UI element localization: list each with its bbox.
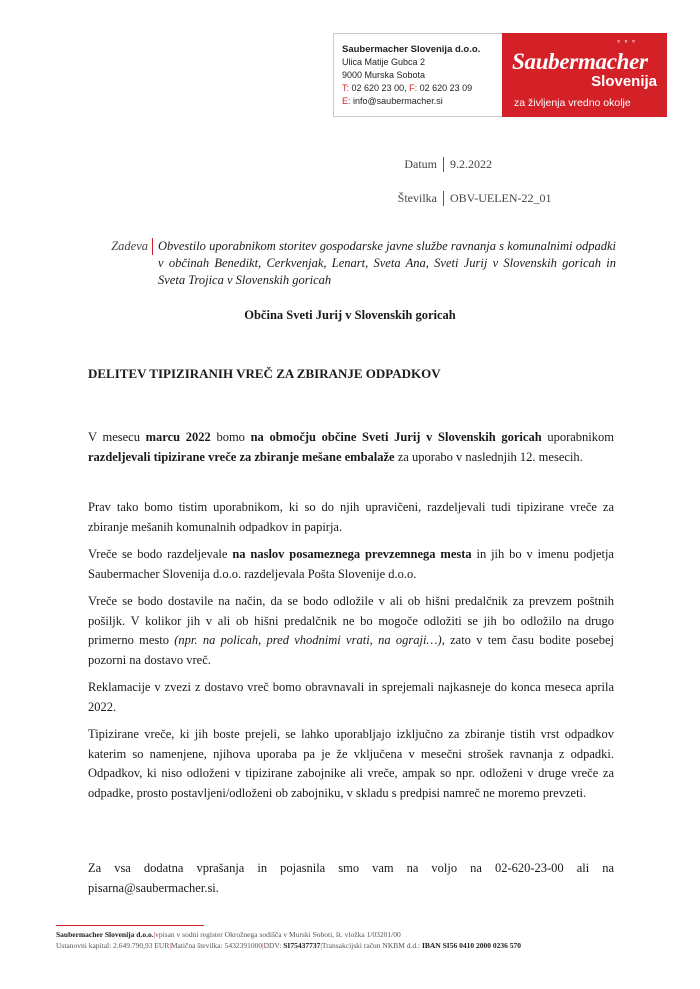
logo-brand: Saubermacher xyxy=(512,49,648,74)
subject-text: Obvestilo uporabnikom storitev gospodarske javne službe ravnanja s komunalnimi odpadki v občinah Benedikt, Cerkvenjak, Lenart, Sveta Ana, Sveti Jurij v Slovenskih goricah in Sveta Trojica v Slovenskih goricah xyxy=(158,239,616,287)
company-city: 9000 Murska Sobota xyxy=(342,70,426,80)
company-street: Ulica Matije Gubca 2 xyxy=(342,57,426,67)
document-heading: DELITEV TIPIZIRANIH VREČ ZA ZBIRANJE ODPADKOV xyxy=(88,366,441,381)
fax-value: 02 620 23 09 xyxy=(419,83,473,93)
company-name: Saubermacher Slovenija d.o.o. xyxy=(342,44,481,55)
subject-label: Zadeva xyxy=(96,238,153,255)
date-label: Datum xyxy=(393,157,444,172)
footer-line-1: Saubermacher Slovenija d.o.o.|vpisan v sodni register Okrožnega sodišča v Murski Soboti, št. vložka 1/03201/00 xyxy=(56,930,401,939)
paragraph-7: Za vsa dodatna vprašanja in pojasnila smo vam na voljo na 02-620-23-00 ali na pisarna@saubermacher.si. xyxy=(88,861,614,895)
paragraph-5: Reklamacije v zvezi z dostavo vreč bomo obravnavali in sprejemali najkasneje do konca meseca aprila 2022. xyxy=(88,680,614,714)
email-value: info@saubermacher.si xyxy=(353,96,443,106)
number-label: Številka xyxy=(393,191,444,206)
logo-dots-icon: ° ° ° xyxy=(617,39,637,48)
footer-line-2: Ustanovni kapital: 2.649.790,93 EUR|Matična številka: 5432391000|DDV: SI75437737|Transakcijski račun NKBM d.d.: IBAN SI56 0410 2000 0236 570 xyxy=(56,941,521,950)
tel-label: T: xyxy=(342,83,350,93)
number-row xyxy=(393,191,552,206)
logo-sub: Slovenija xyxy=(591,73,657,90)
paragraph-1: V mesecu marcu 2022 bomo na območju občine Sveti Jurij v Slovenskih goricah uporabnikom razdeljevali tipizirane vreče za zbiranje mešane embalaže za uporabo v naslednjih 12. mesecih. xyxy=(88,430,614,464)
number-value: OBV-UELEN-22_01 xyxy=(450,191,552,205)
logo-slogan: za življenja vredno okolje xyxy=(514,97,631,109)
saubermacher-logo xyxy=(502,33,667,117)
municipality-title: Občina Sveti Jurij v Slovenskih goricah xyxy=(244,308,456,322)
paragraph-2: Prav tako bomo tistim uporabnikom, ki so do njih upravičeni, razdeljevali tudi tipizirane vreče za zbiranje mešanih komunalnih odpadkov in papirja. xyxy=(88,500,614,534)
date-row xyxy=(393,157,492,172)
company-email-line xyxy=(342,95,480,108)
company-address-block xyxy=(342,43,480,108)
letterhead xyxy=(333,33,667,117)
company-phone-line: T: 02 620 23 00, F: 02 620 23 09 xyxy=(342,83,473,93)
paragraph-6: Tipizirane vreče, ki jih boste prejeli, se lahko uporabljajo izključno za zbiranje tistih vrst odpadkov katerim so namenjene, njihova uporaba pa je že vključena v mesečni strošek ravnanja z odpadki. Odpadkov, ki niso odloženi v tipizirane zabojnike ali vreče, ampak so npr. odloženi v druge vreče za odpadke, prosto postavljeni/odloženi ob zabojniku, v skladu s predpisi namreč ne moremo prevzeti. xyxy=(88,727,614,800)
tel-value: 02 620 23 00 xyxy=(351,83,405,93)
paragraph-3: Vreče se bodo razdeljevale na naslov posameznega prevzemnega mesta in jih bo v imenu podjetja Saubermacher Slovenija d.o.o. razdeljevala Pošta Slovenije d.o.o. xyxy=(88,547,614,581)
date-value: 9.2.2022 xyxy=(450,157,492,171)
footer-divider xyxy=(56,925,204,926)
email-label: E: xyxy=(342,96,351,106)
paragraph-4: Vreče se bodo dostavile na način, da se bodo odložile v ali ob hišni predalčnik za prevzem poštnih pošiljk. V kolikor jih v ali ob hišni predalčnik ne bo mogoče odložiti se jih bo odložilo na drugo primerno mesto (npr. na policah, pred vhodnimi vrati, na ograji…), zato v tem času bodite posebej pozorni na dostavo vreč. xyxy=(88,594,614,667)
fax-label: F: xyxy=(409,83,418,93)
subject-block xyxy=(96,238,616,289)
